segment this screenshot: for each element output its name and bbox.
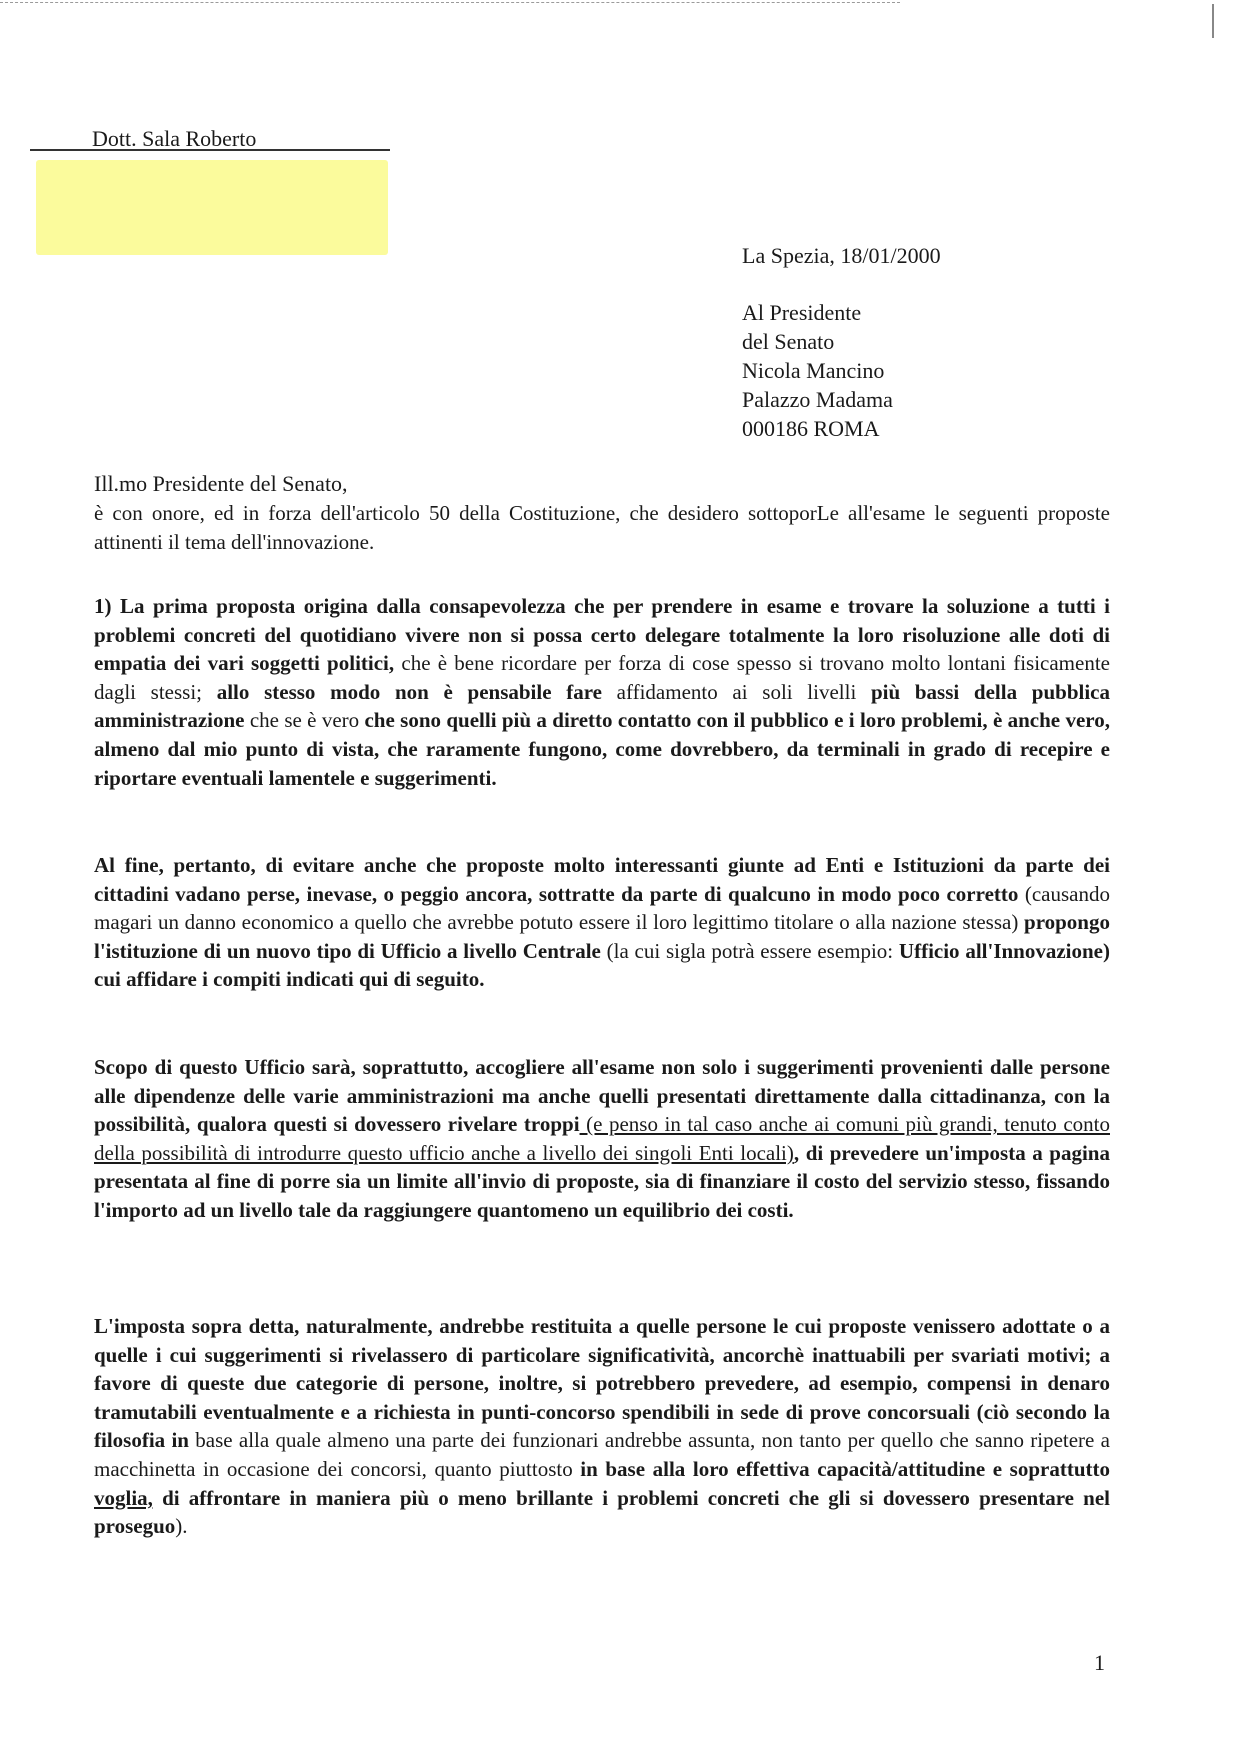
text-bold: che sono quelli più a diretto contatto con il pubblico e i loro problemi, è anche vero, almeno dal mio punto di vista, che raramente fungono, come dovrebbero, da terminali in grado di recepire e riportare eventuali lamentele e suggerimenti. (94, 708, 1110, 790)
text-underlined: voglia, (94, 1485, 153, 1510)
text-bold: cui affidare i compiti indicati qui di seguito. (94, 967, 485, 992)
recipient-line: Nicola Mancino (742, 358, 885, 383)
recipient-line: Al Presidente (742, 300, 862, 325)
text-bold: Al fine, pertanto, di evitare anche che proposte molto interessanti giunte ad Enti e Istituzioni da parte dei cittadini vadano perse, inevase, o peggio ancora, sottratte da parte di qualcuno in modo poco corretto (94, 853, 1110, 906)
sender-name: Dott. Sala Roberto (92, 126, 257, 151)
paragraph-3 (94, 1053, 1110, 1225)
scan-top-line (0, 2, 900, 3)
text-normal: che è bene ricordare per forza di cose spesso si trovano molto lontani fisicamente dagli stessi; (94, 651, 1110, 704)
text-bold: Scopo di questo Ufficio sarà, soprattutto, accogliere all'esame non solo i suggerimenti provenienti dalle persone alle dipendenze delle varie amministrazioni ma anche quelli presentati direttamente dalla cittadinanza, con la possibilità, qualora questi si dovessero rivelare troppi (94, 1055, 1110, 1137)
text-bold: allo stesso modo non è pensabile fare (202, 679, 602, 704)
scan-edge-mark (1212, 4, 1214, 38)
paragraph-2 (94, 851, 1110, 994)
text-bold: di affrontare in maniera più o meno brillante i problemi concreti che gli si dovessero presentare nel proseguo (94, 1485, 1110, 1539)
recipient-line: del Senato (742, 329, 835, 354)
salutation: Ill.mo Presidente del Senato, (94, 471, 348, 496)
redacted-address-highlight (36, 160, 388, 255)
text-normal: (la cui sigla potrà essere esempio: (600, 938, 894, 963)
recipient-line: Palazzo Madama (742, 387, 893, 412)
intro-paragraph: è con onore, ed in forza dell'articolo 50 della Costituzione, che desidero sottoporLe all'esame le seguenti proposte attinenti il tema dell'innovazione. (94, 501, 1110, 554)
paragraph-4 (94, 1312, 1110, 1541)
recipient-line: 000186 ROMA (742, 416, 880, 441)
text-normal: affidamento ai soli livelli (601, 679, 857, 704)
text-normal: ). (175, 1514, 188, 1539)
text-bold: , di prevedere un'imposta a pagina presentata al fine di porre sia un limite all'invio di proposte, sia di finanziare il costo del servizio stesso, fissando l'importo ad un livello tale da raggiungere quantomeno un equilibrio dei costi. (94, 1140, 1110, 1222)
text-normal: che se è vero (244, 708, 360, 733)
paragraph-1 (94, 592, 1110, 792)
text-underlined: (e penso in tal caso anche ai comuni più grandi, tenuto conto della possibilità di introdurre questo ufficio anche a livello dei singoli Enti locali) (94, 1112, 1110, 1165)
text-normal: (causando magari un danno economico a quello che avrebbe potuto essere il loro legittimo titolare o alla nazione stessa) (94, 881, 1110, 935)
text-bold: 1) La prima proposta origina dalla consapevolezza che per prendere in esame e trovare la soluzione a tutti i problemi concreti del quotidiano vivere non si possa certo delegare totalmente la loro risoluzione alle doti di empatia dei vari soggetti politici, (94, 594, 1110, 676)
page-number: 1 (1094, 1650, 1105, 1675)
text-bold: L'imposta sopra detta, naturalmente, andrebbe restituita a quelle persone le cui proposte venissero adottate o a quelle i cui suggerimenti si rivelassero di particolare significatività, ancorchè inattuabili per svariati motivi; a favore di queste due categorie di persone, inoltre, si potrebbero prevedere, ad esempio, compensi in denaro tramutabili eventualmente e a richiesta in punti-concorso spendibili in sede di prove concorsuali (ciò secondo la filosofia in (94, 1314, 1110, 1453)
text-bold: più bassi della pubblica amministrazione (94, 679, 1110, 733)
recipient-address (742, 298, 893, 443)
text-normal: base alla quale almeno una parte dei funzionari andrebbe assunta, non tanto per quello che sanno ripetere a macchinetta in occasione dei concorsi, quanto piuttosto (94, 1428, 1110, 1481)
text-bold: propongo l'istituzione di un nuovo tipo di Ufficio a livello Centrale (94, 910, 1110, 963)
text-bold: Ufficio all'Innovazione) (893, 938, 1110, 963)
date-line: La Spezia, 18/01/2000 (742, 243, 941, 268)
text-bold: in base alla loro effettiva capacità/attitudine e soprattutto (572, 1456, 1111, 1481)
